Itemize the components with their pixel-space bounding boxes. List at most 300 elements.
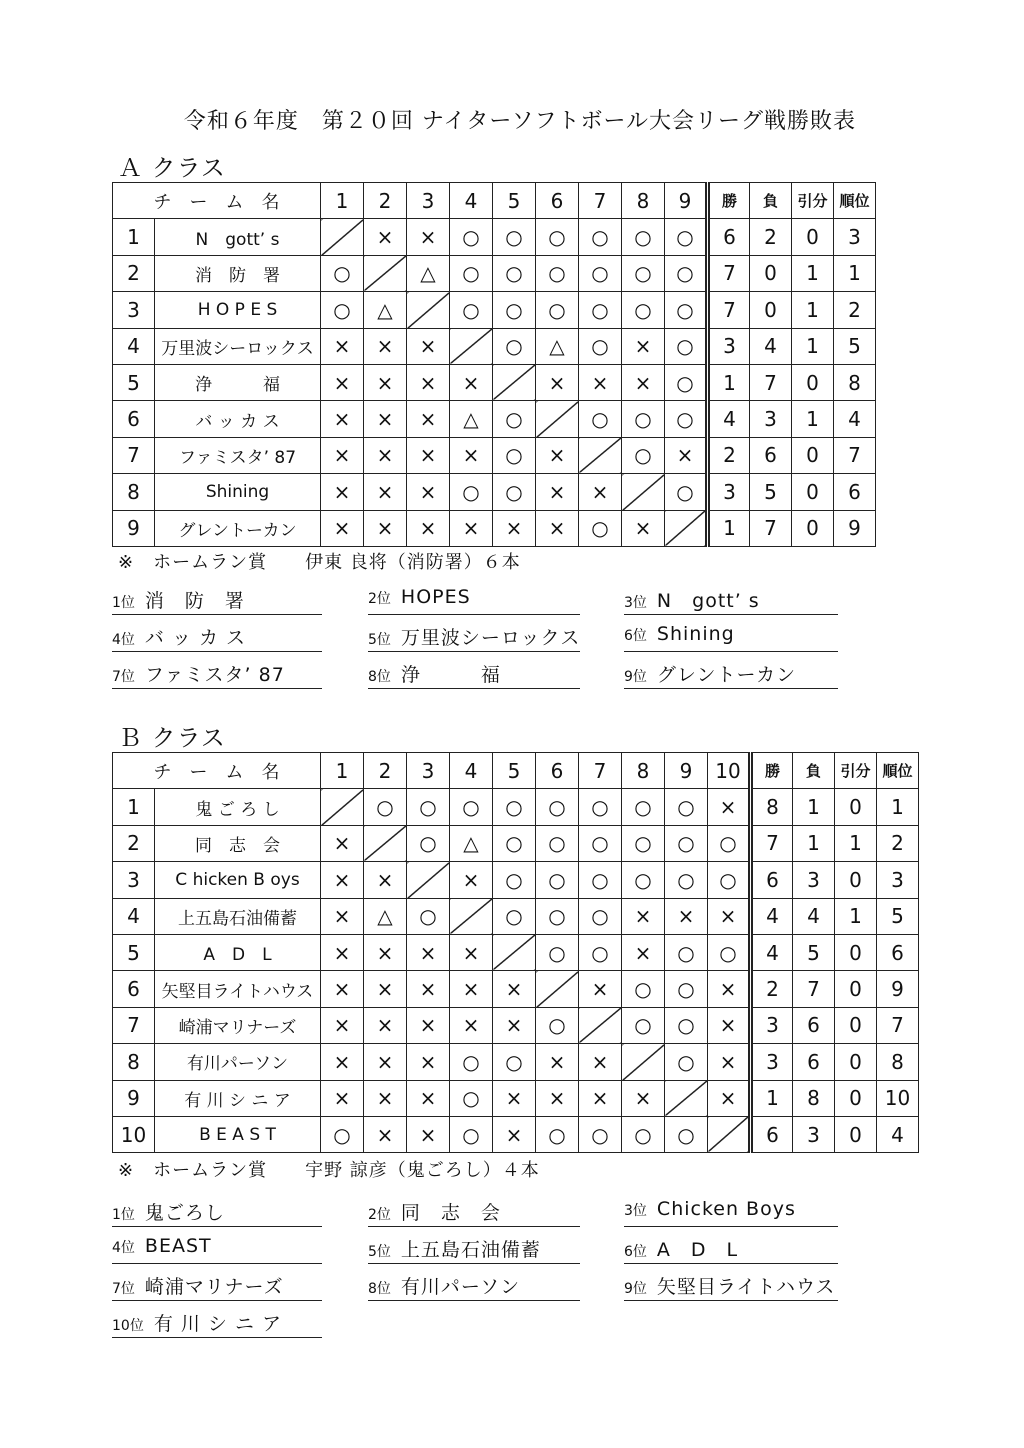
opponent-number-header: 7: [579, 183, 622, 219]
match-result: ×: [407, 1007, 450, 1043]
self-match-diagonal: [493, 364, 536, 400]
match-result: ○: [665, 255, 708, 291]
match-result: ×: [536, 437, 579, 473]
match-result: ○: [622, 825, 665, 861]
match-result: ×: [364, 1080, 407, 1116]
standing-position: 2位: [368, 1207, 391, 1223]
match-result: ○: [536, 292, 579, 328]
match-result: ○: [536, 789, 579, 825]
match-result: ○: [665, 328, 708, 364]
match-result: ○: [450, 1116, 493, 1152]
match-result: ○: [665, 825, 708, 861]
standing-position: 4位: [112, 632, 135, 648]
opponent-number-header: 4: [450, 183, 493, 219]
team-name: 万里波シーロックス: [155, 328, 321, 364]
match-result: ×: [364, 219, 407, 255]
match-result: ×: [708, 898, 751, 934]
class-a-results-table: [112, 182, 876, 547]
losses-value: 3: [793, 862, 835, 898]
table-row: [113, 437, 876, 473]
match-result: ○: [665, 1007, 708, 1043]
match-result: △: [450, 401, 493, 437]
table-row: [113, 825, 919, 861]
match-result: ×: [450, 510, 493, 546]
self-match-diagonal: [321, 219, 364, 255]
table-row: [113, 474, 876, 510]
match-result: ○: [364, 789, 407, 825]
match-result: ×: [407, 401, 450, 437]
match-result: ×: [407, 328, 450, 364]
team-name: 鬼 ご ろ し: [155, 789, 321, 825]
team-name: バ ッ カ ス: [155, 401, 321, 437]
standing-team: N gott’ s: [656, 590, 760, 612]
match-result: ○: [708, 934, 751, 970]
losses-value: 7: [793, 971, 835, 1007]
standing-entry: [624, 623, 838, 652]
match-result: ○: [493, 219, 536, 255]
match-result: ○: [622, 1116, 665, 1152]
standing-position: 2位: [368, 591, 391, 607]
opponent-number-header: 6: [536, 753, 579, 789]
standing-team: 万里波シーロックス: [400, 627, 581, 649]
standing-position: 9位: [624, 1281, 647, 1297]
wins-value: 1: [751, 1080, 793, 1116]
team-number: 6: [113, 401, 155, 437]
match-result: ×: [450, 971, 493, 1007]
match-result: △: [364, 898, 407, 934]
table-row: [113, 898, 919, 934]
match-result: ○: [665, 292, 708, 328]
standing-team: 矢堅目ライトハウス: [656, 1276, 836, 1298]
wins-value: 2: [751, 971, 793, 1007]
page-title: 令和６年度 第２０回 ナイターソフトボール大会リーグ戦勝敗表: [183, 109, 857, 134]
match-result: ○: [450, 292, 493, 328]
match-result: ×: [622, 1080, 665, 1116]
match-result: ×: [321, 862, 364, 898]
match-result: ×: [407, 1116, 450, 1152]
match-result: ×: [321, 364, 364, 400]
match-result: ○: [450, 255, 493, 291]
opponent-number-header: 3: [407, 183, 450, 219]
match-result: ○: [622, 971, 665, 1007]
match-result: ○: [321, 1116, 364, 1152]
match-result: ○: [450, 1080, 493, 1116]
match-result: △: [450, 825, 493, 861]
stat-header: 引分: [792, 183, 834, 219]
match-result: ○: [579, 825, 622, 861]
match-result: ×: [536, 510, 579, 546]
team-number: 5: [113, 364, 155, 400]
team-number: 10: [113, 1116, 155, 1152]
standing-team: 有 川 シ ニ ア: [153, 1313, 282, 1335]
match-result: ○: [665, 364, 708, 400]
standing-position: 3位: [624, 1203, 647, 1219]
match-result: ×: [493, 1116, 536, 1152]
self-match-diagonal: [579, 437, 622, 473]
match-result: ×: [708, 1044, 751, 1080]
match-result: ○: [579, 219, 622, 255]
match-result: ○: [493, 474, 536, 510]
match-result: ×: [536, 1080, 579, 1116]
standing-team: Shining: [656, 623, 735, 645]
match-result: ×: [364, 971, 407, 1007]
match-result: ×: [364, 510, 407, 546]
match-result: ×: [321, 401, 364, 437]
draws-value: 0: [792, 219, 834, 255]
match-result: ×: [364, 1044, 407, 1080]
match-result: ×: [493, 510, 536, 546]
standing-position: 4位: [112, 1240, 135, 1256]
opponent-number-header: 8: [622, 183, 665, 219]
team-name: N gott’ s: [155, 219, 321, 255]
match-result: ×: [622, 328, 665, 364]
standing-team: 上五島石油備蓄: [400, 1239, 541, 1261]
table-row: [113, 1080, 919, 1116]
match-result: ×: [407, 934, 450, 970]
match-result: ○: [665, 219, 708, 255]
self-match-diagonal: [450, 328, 493, 364]
match-result: ○: [450, 474, 493, 510]
match-result: ×: [579, 971, 622, 1007]
stat-header: 順位: [877, 753, 919, 789]
match-result: ○: [493, 825, 536, 861]
opponent-number-header: 6: [536, 183, 579, 219]
self-match-diagonal: [536, 971, 579, 1007]
standing-position: 7位: [112, 669, 135, 685]
stat-header: 負: [793, 753, 835, 789]
match-result: ×: [622, 510, 665, 546]
team-number: 7: [113, 1007, 155, 1043]
standing-entry: [624, 1272, 838, 1301]
draws-value: 0: [835, 1116, 877, 1152]
match-result: ×: [708, 789, 751, 825]
match-result: ×: [364, 1116, 407, 1152]
match-result: ×: [407, 1044, 450, 1080]
standing-team: バ ッ カ ス: [144, 627, 247, 649]
draws-value: 0: [792, 437, 834, 473]
match-result: ○: [579, 292, 622, 328]
match-result: ○: [536, 1007, 579, 1043]
team-number: 1: [113, 789, 155, 825]
self-match-diagonal: [622, 474, 665, 510]
match-result: ×: [622, 898, 665, 934]
losses-value: 1: [793, 789, 835, 825]
wins-value: 2: [708, 437, 750, 473]
match-result: ×: [708, 1007, 751, 1043]
rank-value: 5: [877, 898, 919, 934]
class-b-results-table: [112, 752, 919, 1153]
table-row: [113, 510, 876, 546]
draws-value: 1: [792, 292, 834, 328]
table-row: [113, 328, 876, 364]
match-result: ○: [536, 862, 579, 898]
match-result: ○: [665, 401, 708, 437]
team-number: 4: [113, 898, 155, 934]
standing-entry: [624, 1235, 838, 1264]
table-row: [113, 1007, 919, 1043]
match-result: ○: [536, 934, 579, 970]
match-result: ×: [407, 1080, 450, 1116]
rank-value: 8: [877, 1044, 919, 1080]
self-match-diagonal: [407, 862, 450, 898]
losses-value: 4: [750, 328, 792, 364]
wins-value: 1: [708, 364, 750, 400]
match-result: ×: [579, 364, 622, 400]
rank-value: 10: [877, 1080, 919, 1116]
standing-team: Chicken Boys: [656, 1198, 796, 1220]
rank-value: 2: [877, 825, 919, 861]
match-result: ○: [665, 971, 708, 1007]
losses-value: 5: [793, 934, 835, 970]
match-result: ×: [364, 1007, 407, 1043]
match-result: ×: [364, 474, 407, 510]
class-a-heading: Ａ クラス: [118, 154, 226, 182]
match-result: ×: [364, 401, 407, 437]
draws-value: 0: [835, 789, 877, 825]
match-result: ×: [579, 474, 622, 510]
match-result: ×: [493, 1080, 536, 1116]
match-result: ○: [665, 1044, 708, 1080]
standing-position: 1位: [112, 1207, 135, 1223]
standing-entry: [368, 586, 580, 615]
opponent-number-header: 8: [622, 753, 665, 789]
team-name: 同 志 会: [155, 825, 321, 861]
table-header-row: [113, 753, 919, 789]
wins-value: 4: [751, 898, 793, 934]
match-result: ○: [579, 1116, 622, 1152]
table-row: [113, 1116, 919, 1152]
match-result: ○: [493, 437, 536, 473]
team-number: 6: [113, 971, 155, 1007]
match-result: ×: [665, 898, 708, 934]
team-name: 有川パーソン: [155, 1044, 321, 1080]
match-result: ○: [622, 437, 665, 473]
rank-value: 3: [877, 862, 919, 898]
opponent-number-header: 9: [665, 753, 708, 789]
match-result: ○: [493, 898, 536, 934]
match-result: ×: [321, 934, 364, 970]
match-result: ○: [622, 255, 665, 291]
match-result: △: [536, 328, 579, 364]
standing-entry: [112, 1272, 322, 1301]
match-result: ×: [407, 510, 450, 546]
match-result: ○: [622, 789, 665, 825]
table-row: [113, 401, 876, 437]
standing-entry: [368, 1235, 580, 1264]
draws-value: 0: [792, 510, 834, 546]
class-b-heading: Ｂ クラス: [118, 724, 226, 752]
rank-value: 2: [834, 292, 876, 328]
standing-position: 3位: [624, 595, 647, 611]
match-result: ○: [321, 292, 364, 328]
team-name: Shining: [155, 474, 321, 510]
team-number: 3: [113, 862, 155, 898]
match-result: ○: [665, 474, 708, 510]
match-result: ○: [579, 510, 622, 546]
rank-value: 6: [877, 934, 919, 970]
team-name: 矢堅目ライトハウス: [155, 971, 321, 1007]
standing-team: グレントーカン: [656, 664, 797, 686]
standing-position: 8位: [368, 669, 391, 685]
team-name: 有 川 シ ニ ア: [155, 1080, 321, 1116]
standing-entry: [368, 623, 580, 652]
match-result: ○: [579, 789, 622, 825]
match-result: ○: [579, 328, 622, 364]
match-result: ○: [407, 898, 450, 934]
self-match-diagonal: [665, 510, 708, 546]
match-result: ×: [450, 1007, 493, 1043]
opponent-number-header: 3: [407, 753, 450, 789]
standing-entry: [624, 660, 838, 689]
match-result: ×: [493, 1007, 536, 1043]
self-match-diagonal: [450, 898, 493, 934]
standing-position: 10位: [112, 1318, 144, 1334]
self-match-diagonal: [493, 934, 536, 970]
match-result: ×: [708, 1080, 751, 1116]
match-result: ○: [622, 292, 665, 328]
standing-position: 5位: [368, 1244, 391, 1260]
wins-value: 7: [708, 255, 750, 291]
team-name-header: チ ー ム 名: [113, 753, 321, 789]
match-result: ×: [536, 1044, 579, 1080]
match-result: ○: [665, 934, 708, 970]
table-row: [113, 364, 876, 400]
draws-value: 0: [835, 971, 877, 1007]
rank-value: 4: [877, 1116, 919, 1152]
team-number: 3: [113, 292, 155, 328]
wins-value: 4: [751, 934, 793, 970]
rank-value: 9: [834, 510, 876, 546]
wins-value: 6: [708, 219, 750, 255]
rank-value: 7: [834, 437, 876, 473]
wins-value: 4: [708, 401, 750, 437]
rank-value: 6: [834, 474, 876, 510]
standing-position: 7位: [112, 1281, 135, 1297]
rank-value: 7: [877, 1007, 919, 1043]
opponent-number-header: 1: [321, 183, 364, 219]
match-result: ×: [407, 971, 450, 1007]
standing-team: A D L: [656, 1239, 739, 1261]
standing-team: 浄 福: [400, 664, 501, 686]
rank-value: 9: [877, 971, 919, 1007]
table-row: [113, 292, 876, 328]
wins-value: 7: [708, 292, 750, 328]
match-result: ×: [321, 825, 364, 861]
match-result: ×: [364, 364, 407, 400]
match-result: ○: [622, 862, 665, 898]
opponent-number-header: 5: [493, 183, 536, 219]
class-a-homerun-award: ※ ホームラン賞 伊東 良将（消防署）６本: [118, 552, 521, 573]
match-result: ×: [321, 510, 364, 546]
stat-header: 負: [750, 183, 792, 219]
match-result: ×: [407, 364, 450, 400]
draws-value: 0: [835, 934, 877, 970]
wins-value: 6: [751, 862, 793, 898]
draws-value: 0: [835, 862, 877, 898]
match-result: △: [407, 255, 450, 291]
match-result: ×: [622, 934, 665, 970]
standing-entry: [624, 1198, 838, 1227]
match-result: ○: [493, 328, 536, 364]
team-name: グレントーカン: [155, 510, 321, 546]
match-result: ×: [321, 474, 364, 510]
match-result: ×: [493, 971, 536, 1007]
class-b-homerun-award: ※ ホームラン賞 宇野 諒彦（鬼ごろし）４本: [118, 1160, 540, 1181]
team-name: A D L: [155, 934, 321, 970]
self-match-diagonal: [622, 1044, 665, 1080]
self-match-diagonal: [665, 1080, 708, 1116]
team-name: 上五島石油備蓄: [155, 898, 321, 934]
standing-team: ファミスタ’ 87: [144, 664, 285, 686]
losses-value: 7: [750, 364, 792, 400]
rank-value: 3: [834, 219, 876, 255]
match-result: ×: [536, 364, 579, 400]
match-result: ○: [579, 934, 622, 970]
match-result: ○: [493, 292, 536, 328]
match-result: ×: [321, 328, 364, 364]
team-number: 5: [113, 934, 155, 970]
standing-team: HOPES: [400, 586, 471, 608]
match-result: ×: [407, 437, 450, 473]
team-number: 4: [113, 328, 155, 364]
match-result: ×: [708, 971, 751, 1007]
match-result: △: [364, 292, 407, 328]
standing-entry: [112, 1198, 322, 1227]
match-result: ×: [450, 364, 493, 400]
match-result: ○: [450, 1044, 493, 1080]
match-result: ×: [407, 474, 450, 510]
team-name: 浄 福: [155, 364, 321, 400]
stat-header: 引分: [835, 753, 877, 789]
rank-value: 4: [834, 401, 876, 437]
self-match-diagonal: [579, 1007, 622, 1043]
match-result: ○: [536, 255, 579, 291]
team-number: 8: [113, 474, 155, 510]
draws-value: 1: [792, 255, 834, 291]
opponent-number-header: 10: [708, 753, 751, 789]
match-result: ○: [579, 401, 622, 437]
match-result: ○: [665, 862, 708, 898]
match-result: ○: [493, 862, 536, 898]
wins-value: 3: [751, 1007, 793, 1043]
opponent-number-header: 7: [579, 753, 622, 789]
match-result: ○: [450, 789, 493, 825]
table-row: [113, 862, 919, 898]
standing-entry: [368, 660, 580, 689]
match-result: ×: [450, 934, 493, 970]
match-result: ○: [665, 1116, 708, 1152]
match-result: ○: [622, 219, 665, 255]
match-result: ○: [407, 789, 450, 825]
standing-team: 鬼ごろし: [144, 1202, 225, 1224]
draws-value: 1: [835, 825, 877, 861]
team-number: 1: [113, 219, 155, 255]
losses-value: 6: [750, 437, 792, 473]
match-result: ×: [321, 898, 364, 934]
standing-entry: [624, 586, 838, 615]
wins-value: 3: [708, 474, 750, 510]
match-result: ×: [450, 437, 493, 473]
self-match-diagonal: [364, 825, 407, 861]
stat-header: 勝: [708, 183, 750, 219]
team-number: 8: [113, 1044, 155, 1080]
standing-position: 5位: [368, 632, 391, 648]
losses-value: 6: [793, 1007, 835, 1043]
match-result: ×: [364, 934, 407, 970]
match-result: ○: [579, 255, 622, 291]
match-result: ×: [536, 474, 579, 510]
team-number: 7: [113, 437, 155, 473]
